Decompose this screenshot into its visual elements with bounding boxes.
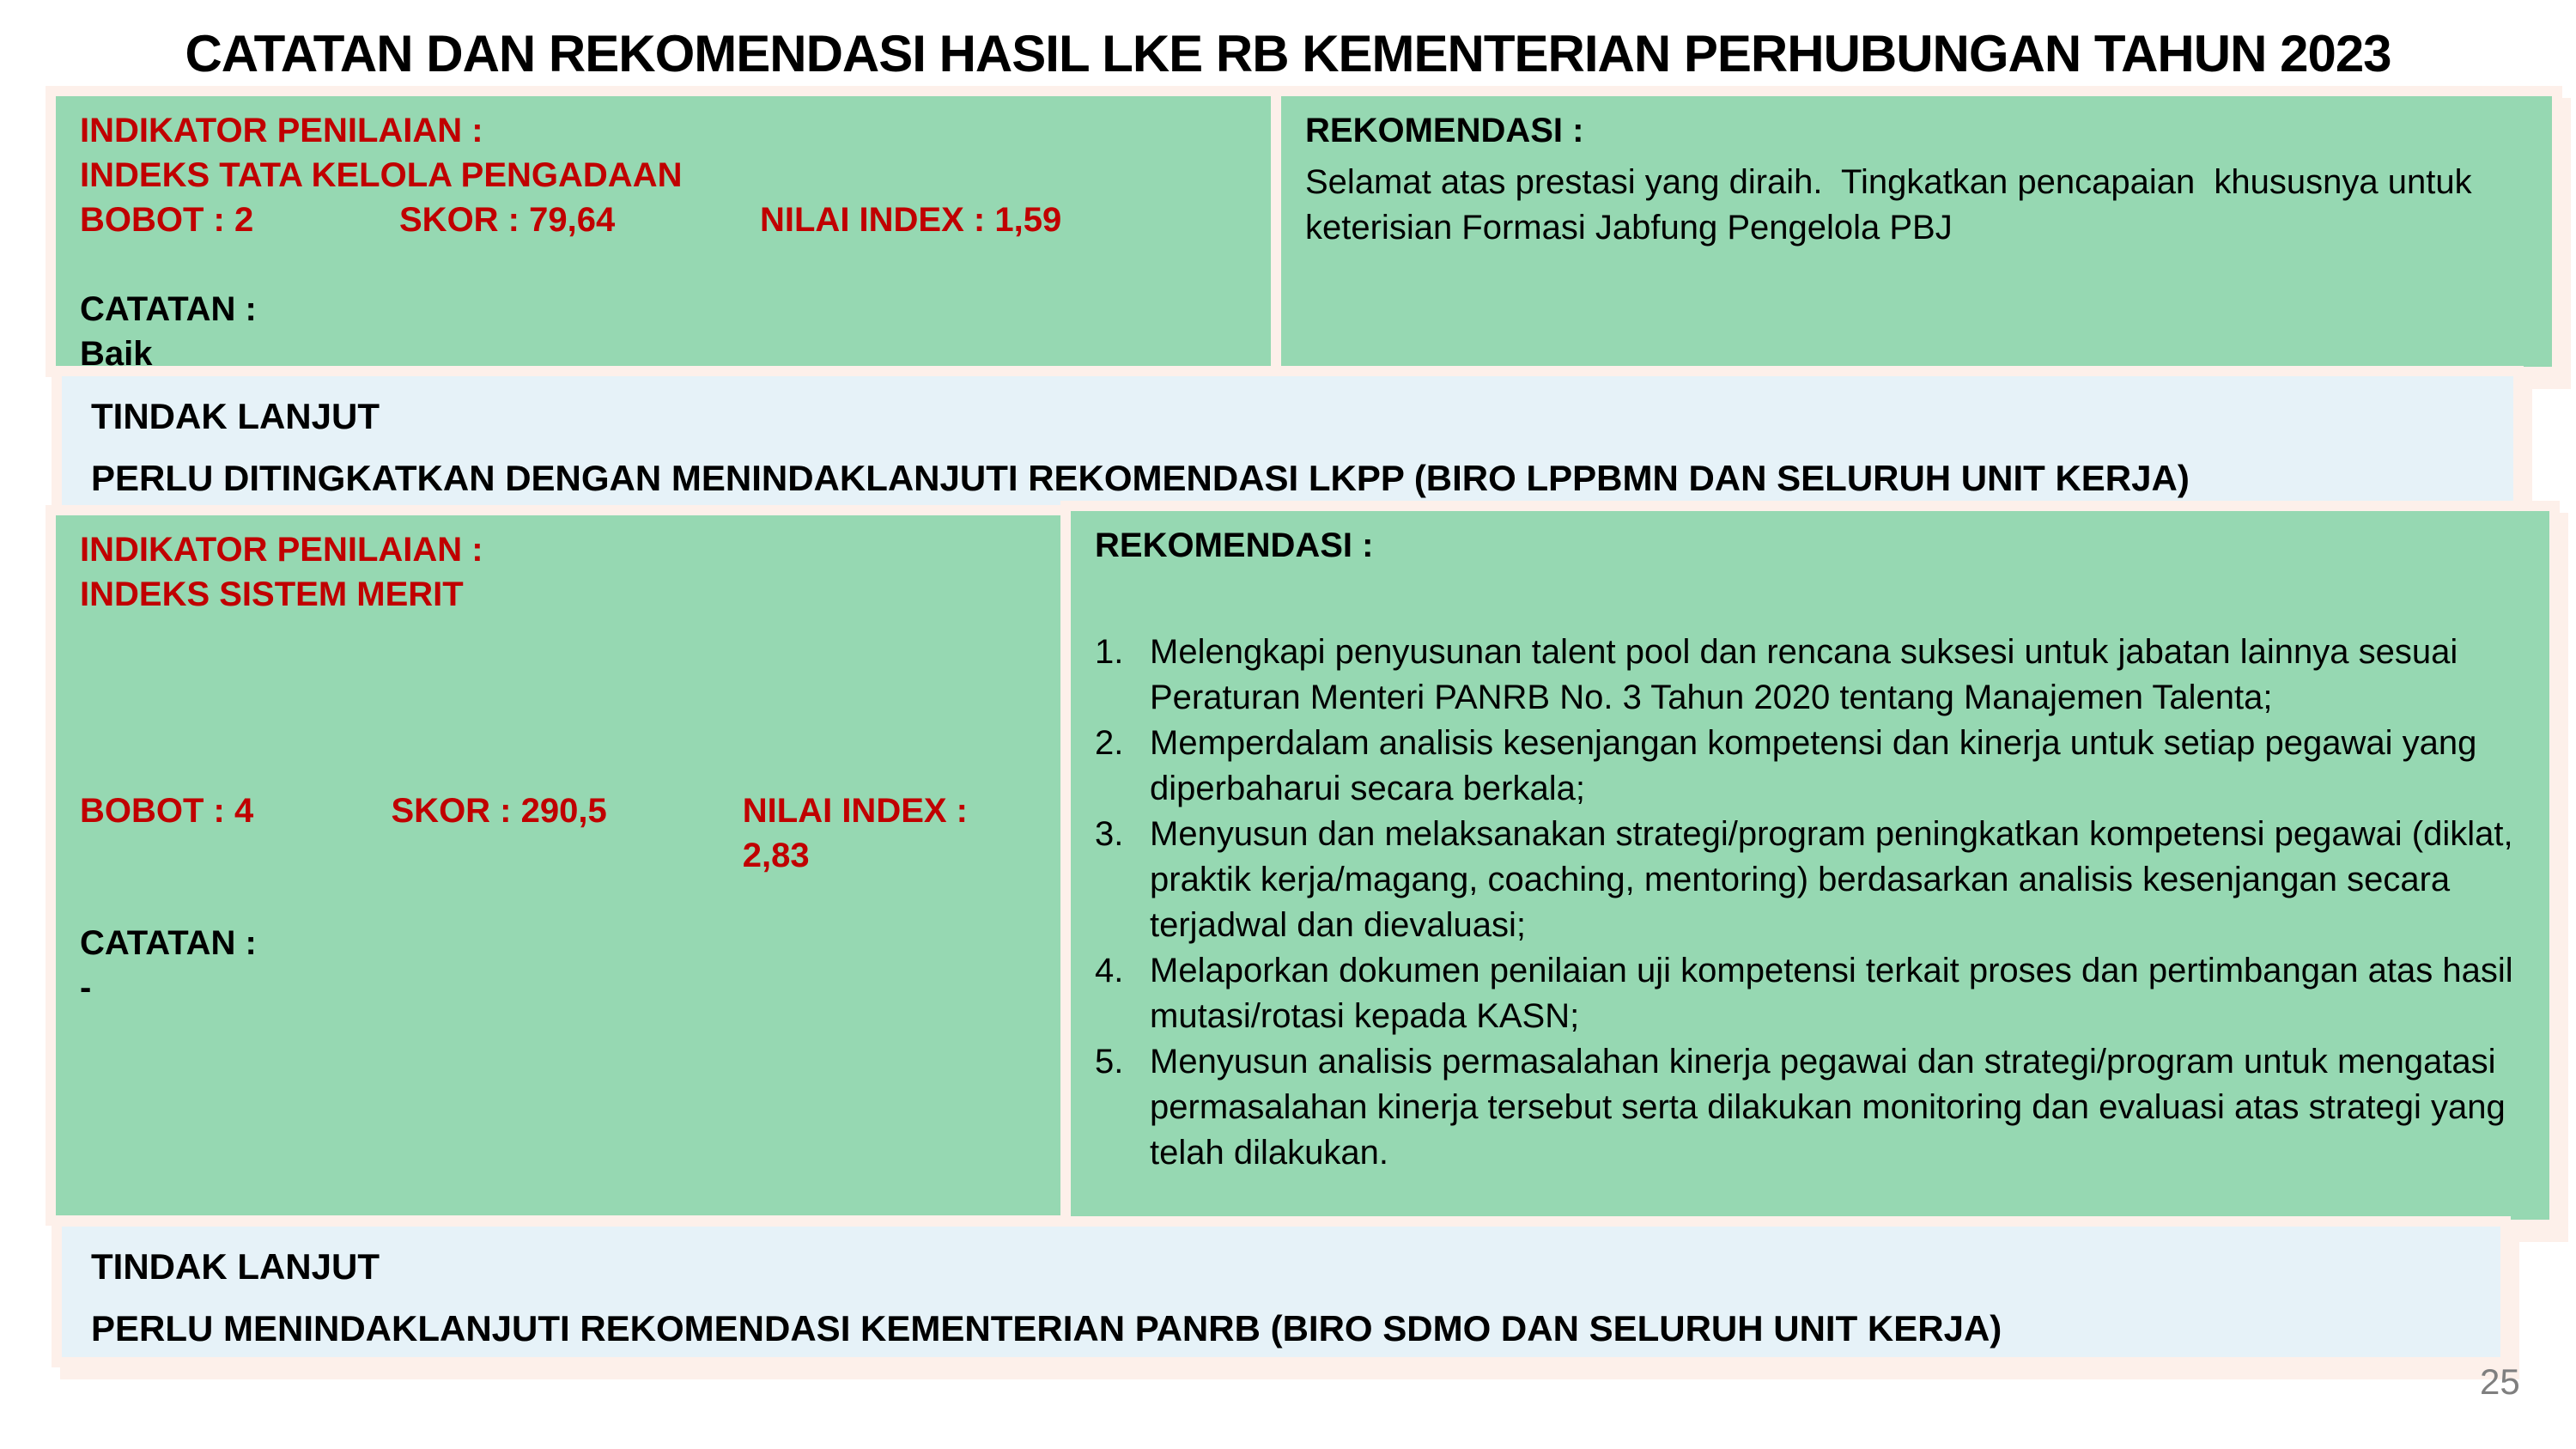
bobot-value: BOBOT : 2 (80, 201, 254, 239)
bobot-value: BOBOT : 4 (80, 792, 254, 830)
rekomendasi-list (1095, 630, 2525, 1176)
rekomendasi-header: REKOMENDASI : (1095, 527, 1374, 564)
list-item-text: Memperdalam analisis kesenjangan kompetensi dan kinerja untuk setiap pegawai yang diperbaharui secara berkala; (1150, 724, 2477, 807)
page-title: CATATAN DAN REKOMENDASI HASIL LKE RB KEMENTERIAN PERHUBUNGAN TAHUN 2023 (185, 25, 2391, 82)
list-item (1095, 812, 2525, 948)
skor-value: SKOR : 79,64 (399, 201, 616, 239)
indicator-box-merit (56, 515, 1060, 1215)
tindak-lanjut-header: TINDAK LANJUT (91, 396, 380, 436)
list-item-text: Melaporkan dokumen penilaian uji kompetensi terkait proses dan pertimbangan atas hasil mutasi/rotasi kepada KASN; (1150, 952, 2513, 1035)
nilai-index-value: NILAI INDEX : 2,83 (742, 792, 968, 874)
metrics-row (80, 788, 1036, 878)
catatan-label: CATATAN : (80, 924, 257, 962)
rekomendasi-header: REKOMENDASI : (1305, 112, 1584, 149)
list-item-number: 4. (1095, 952, 1124, 989)
nilai-index-value: NILAI INDEX : 1,59 (760, 201, 1062, 239)
tindak-lanjut-text: PERLU DITINGKATKAN DENGAN MENINDAKLANJUTI REKOMENDASI LKPP (BIRO LPPBMN DAN SELURUH UNIT KERJA) (91, 458, 2190, 498)
catatan-label: CATATAN : (80, 290, 257, 328)
skor-value: SKOR : 290,5 (391, 792, 607, 830)
page-number: 25 (2480, 1361, 2520, 1402)
rekomendasi-box-pengadaan (1281, 96, 2552, 367)
list-item-number: 1. (1095, 633, 1124, 671)
list-item-text: Menyusun dan melaksanakan strategi/program peningkatkan kompetensi pegawai (diklat, praktik kerja/magang, coaching, mentoring) berdasarkan analisis kesenjangan secara terjadwal dan dievaluasi; (1150, 815, 2513, 944)
indikator-label: INDIKATOR PENILAIAN : (80, 112, 483, 149)
list-item-text: Melengkapi penyusunan talent pool dan rencana suksesi untuk jabatan lainnya sesuai Peraturan Menteri PANRB No. 3 Tahun 2020 tentang Manajemen Talenta; (1150, 633, 2458, 716)
list-item (1095, 1039, 2525, 1176)
rekomendasi-box-merit (1071, 511, 2549, 1220)
list-item-number: 5. (1095, 1043, 1124, 1081)
indikator-label: INDIKATOR PENILAIAN : (80, 531, 483, 569)
rekomendasi-text: Selamat atas prestasi yang diraih. Tingkatkan pencapaian khususnya untuk keterisian Formasi Jabfung Pengelola PBJ (1305, 163, 2482, 247)
tindak-lanjut-box-2 (62, 1227, 2500, 1357)
metrics-row (80, 198, 1247, 242)
list-item-text: Menyusun analisis permasalahan kinerja pegawai dan strategi/program untuk mengatasi permasalahan kinerja tersebut serta dilakukan monitoring dan evaluasi atas strategi yang telah dilakukan. (1150, 1043, 2506, 1172)
indicator-box-pengadaan (56, 96, 1271, 373)
indikator-value: INDEKS SISTEM MERIT (80, 575, 464, 613)
indikator-value: INDEKS TATA KELOLA PENGADAAN (80, 156, 683, 194)
list-item-number: 2. (1095, 724, 1124, 762)
list-item (1095, 948, 2525, 1039)
tindak-lanjut-box-1 (62, 376, 2513, 505)
list-item (1095, 630, 2525, 721)
tindak-lanjut-text: PERLU MENINDAKLANJUTI REKOMENDASI KEMENTERIAN PANRB (BIRO SDMO DAN SELURUH UNIT KERJA) (91, 1308, 2002, 1349)
tindak-lanjut-header: TINDAK LANJUT (91, 1246, 380, 1287)
list-item (1095, 721, 2525, 812)
catatan-value: - (80, 969, 92, 1007)
catatan-value: Baik (80, 335, 153, 373)
list-item-number: 3. (1095, 815, 1124, 853)
